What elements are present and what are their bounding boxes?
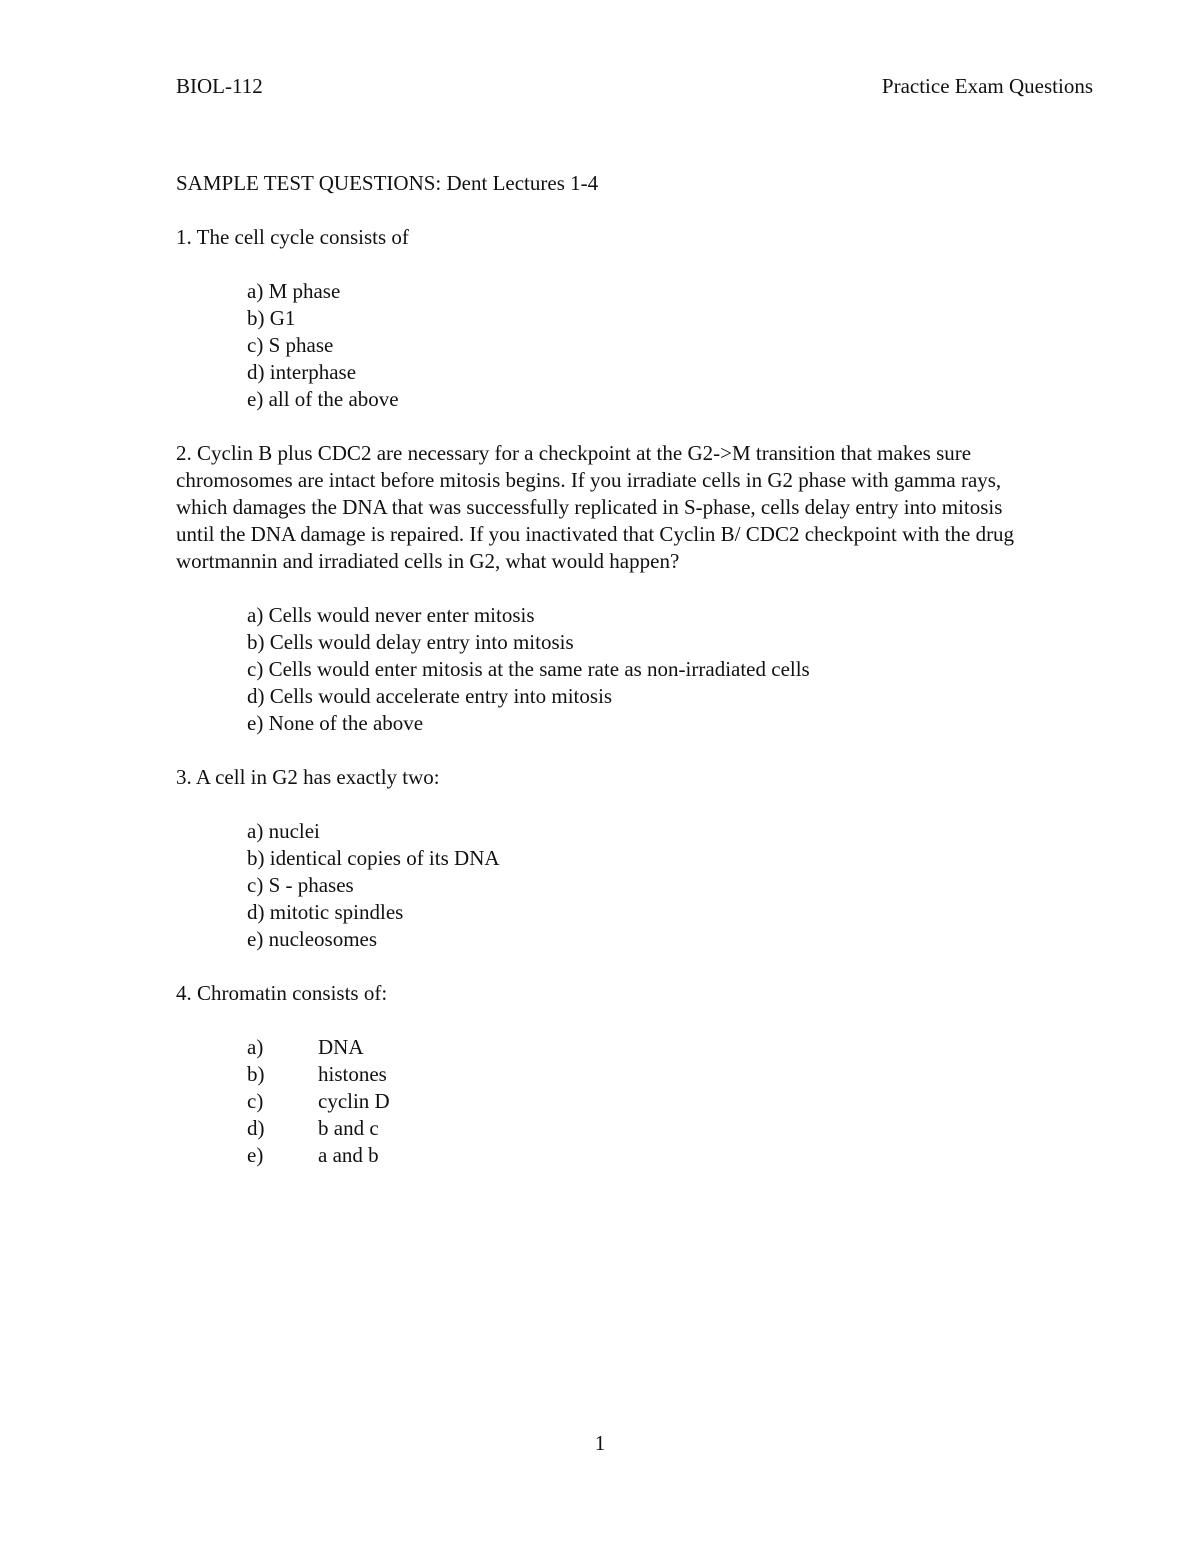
question-3-options xyxy=(247,818,1036,953)
question-1 xyxy=(176,224,1036,413)
option-letter: a) xyxy=(247,1035,264,1059)
question-4 xyxy=(176,980,1036,1169)
option-letter: c) xyxy=(247,1089,264,1113)
option-item: a) Cells would never enter mitosis xyxy=(247,603,535,627)
question-2 xyxy=(176,440,1036,737)
option-text: histones xyxy=(318,1062,387,1086)
option-letter: d) xyxy=(247,1116,265,1140)
option-item: b) identical copies of its DNA xyxy=(247,846,500,870)
option-item: e) all of the above xyxy=(247,387,399,411)
option-item: b) G1 xyxy=(247,306,296,330)
option-item: a) M phase xyxy=(247,279,341,303)
option-item: d) mitotic spindles xyxy=(247,900,404,924)
option-item: a) nuclei xyxy=(247,819,320,843)
option-item: e) None of the above xyxy=(247,711,424,735)
header-doc-title: Practice Exam Questions xyxy=(881,74,1093,98)
document-body xyxy=(176,170,1036,1196)
option-letter: e) xyxy=(247,1143,264,1167)
option-item: c) S phase xyxy=(247,333,334,357)
option-item xyxy=(247,1034,1036,1061)
header-course: BIOL-112 xyxy=(176,74,263,98)
option-text: b and c xyxy=(318,1116,379,1140)
question-1-stem: 1. The cell cycle consists of xyxy=(176,225,409,249)
option-item xyxy=(247,1088,1036,1115)
question-4-stem: 4. Chromatin consists of: xyxy=(176,981,388,1005)
option-item xyxy=(247,1142,1036,1169)
document-title: SAMPLE TEST QUESTIONS: Dent Lectures 1-4 xyxy=(176,171,599,195)
option-text: cyclin D xyxy=(318,1089,390,1113)
question-2-options xyxy=(247,602,1036,737)
option-item: b) Cells would delay entry into mitosis xyxy=(247,630,574,654)
option-text: DNA xyxy=(318,1035,364,1059)
option-item: c) Cells would enter mitosis at the same rate as non-irradiated cells xyxy=(247,657,810,681)
option-item: d) Cells would accelerate entry into mitosis xyxy=(247,684,613,708)
page-number: 1 xyxy=(594,1431,606,1455)
option-letter: b) xyxy=(247,1062,265,1086)
option-item: c) S - phases xyxy=(247,873,354,897)
question-3-stem: 3. A cell in G2 has exactly two: xyxy=(176,765,440,789)
option-item xyxy=(247,1061,1036,1088)
question-4-options xyxy=(247,1034,1036,1169)
option-item xyxy=(247,1115,1036,1142)
option-item: d) interphase xyxy=(247,360,357,384)
option-item: e) nucleosomes xyxy=(247,927,378,951)
question-2-stem: 2. Cyclin B plus CDC2 are necessary for a checkpoint at the G2->M transition that makes sure chromosomes are intact before mitosis begins. If you irradiate cells in G2 phase with gamma rays, which damages the DNA that was successfully replicated in S-phase, cells delay entry into mitosis until the DNA damage is repaired. If you inactivated that Cyclin B/ CDC2 checkpoint with the drug wortmannin and irradiated cells in G2, what would happen? xyxy=(176,441,1015,573)
option-text: a and b xyxy=(318,1143,379,1167)
question-3 xyxy=(176,764,1036,953)
question-1-options xyxy=(247,278,1036,413)
